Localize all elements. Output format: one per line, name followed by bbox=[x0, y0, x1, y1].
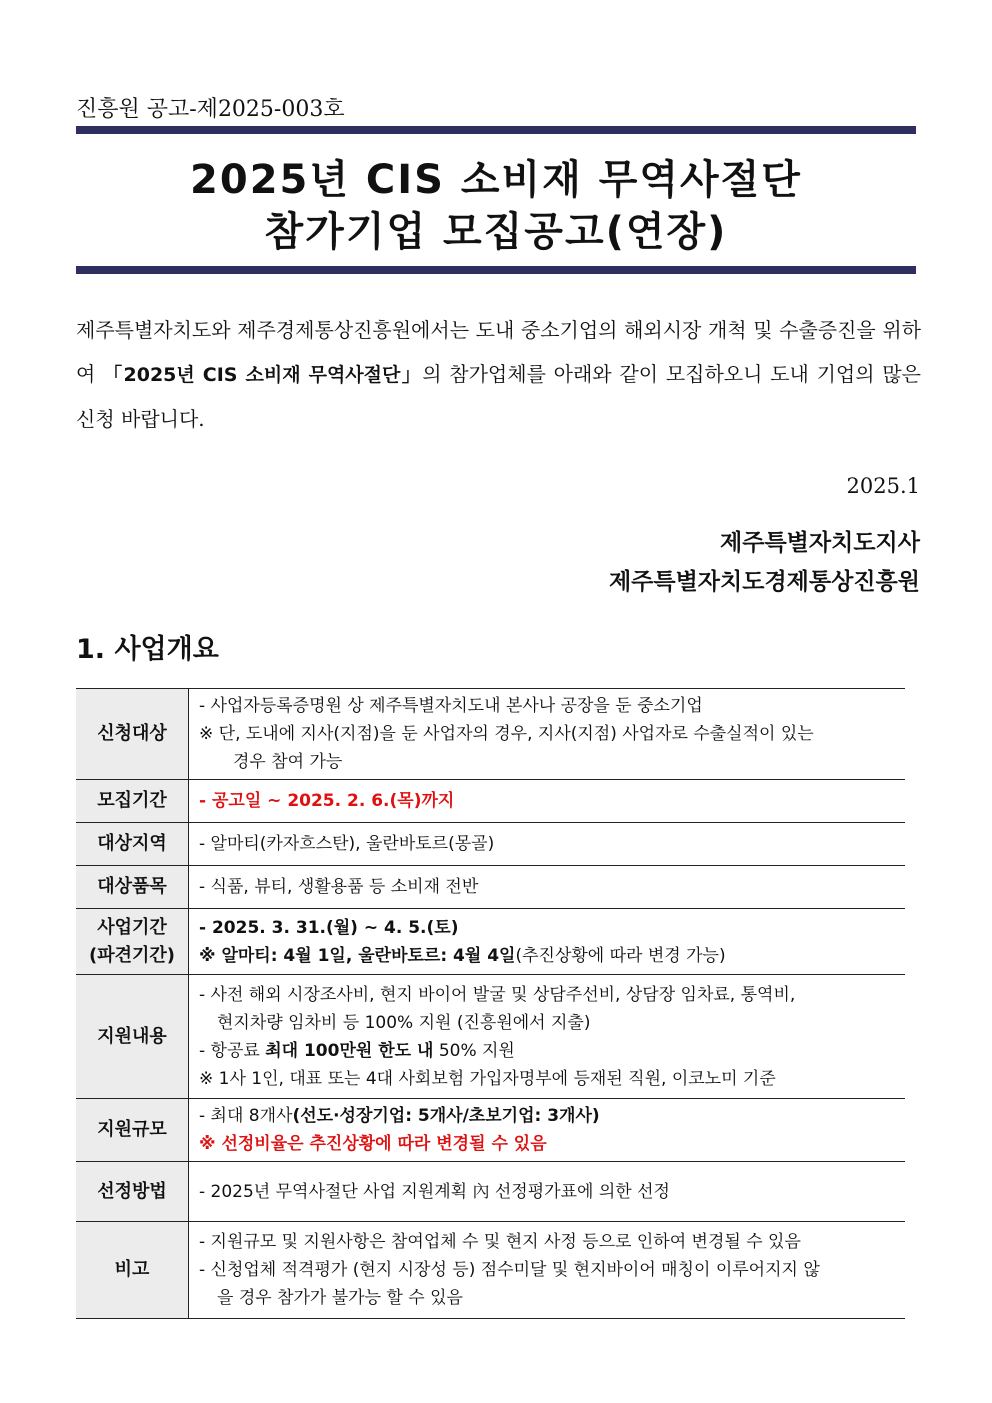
table-row-period bbox=[76, 780, 905, 823]
notice-number: 진흥원 공고-제2025-003호 bbox=[76, 97, 345, 122]
title-line-2: 참가기업 모집공고(연장) bbox=[264, 209, 728, 255]
table-row-remarks bbox=[76, 1222, 905, 1319]
content-region bbox=[189, 823, 906, 866]
table-row-selection bbox=[76, 1162, 905, 1222]
eligibility-line-2: ※ 단, 도내에 지사(지점)을 둔 사업자의 경우, 지사(지점) 사업자로 수출실적이 있는 bbox=[199, 724, 814, 744]
dispatch-dates: ※ 알마티: 4월 1일, 울란바토르: 4월 4일 bbox=[199, 945, 516, 966]
content-remarks bbox=[189, 1222, 906, 1319]
intro-text-2: 의 참가업체를 아래와 같이 모집하오니 도내 기업의 많은 신청 바랍니다. bbox=[76, 362, 921, 431]
support-line-1: - 사전 해외 시장조사비, 현지 바이어 발굴 및 상담주선비, 상담장 임차료, 통역비, bbox=[199, 984, 796, 1005]
notice-date: 2025.1 bbox=[846, 474, 920, 498]
support-airfare-limit: 최대 100만원 한도 내 bbox=[265, 1040, 434, 1061]
support-line-4: ※ 1사 1인, 대표 또는 4대 사회보험 가입자명부에 등재된 직원, 이코노미 기준 bbox=[199, 1068, 776, 1089]
dispatch-line-1: - 2025. 3. 31.(월) ~ 4. 5.(토) bbox=[199, 917, 459, 938]
support-line-2: 현지차량 임차비 등 100% 지원 (진흥원에서 지출) bbox=[217, 1012, 591, 1033]
label-dispatch bbox=[76, 909, 189, 975]
remarks-line-3: 을 경우 참가가 불가능 할 수 있음 bbox=[217, 1288, 463, 1308]
label-period: 모집기간 bbox=[76, 780, 189, 823]
label-remarks: 비고 bbox=[76, 1222, 189, 1319]
label-selection: 선정방법 bbox=[76, 1162, 189, 1222]
support-airfare: - 항공료 bbox=[199, 1040, 266, 1061]
remarks-line-1: - 지원규모 및 지원사항은 참여업체 수 및 현지 사정 등으로 인하여 변경될 수 있음 bbox=[199, 1232, 801, 1252]
label-support: 지원내용 bbox=[76, 975, 189, 1099]
intro-paragraph bbox=[76, 308, 921, 441]
eligibility-line-3: 경우 참여 가능 bbox=[233, 752, 343, 772]
section-title: 1. 사업개요 bbox=[76, 634, 219, 665]
content-products bbox=[189, 866, 906, 909]
table-row-eligibility bbox=[76, 689, 905, 780]
region-value: - 알마티(카자흐스탄), 울란바토르(몽골) bbox=[199, 834, 495, 854]
scale-max: - 최대 8개사 bbox=[199, 1106, 293, 1126]
label-scale: 지원규모 bbox=[76, 1099, 189, 1162]
support-line-3 bbox=[199, 1037, 895, 1065]
scale-breakdown: (선도·성장기업: 5개사/초보기업: 3개사) bbox=[292, 1106, 600, 1126]
support-airfare-rate: 50% 지원 bbox=[433, 1040, 515, 1061]
content-dispatch bbox=[189, 909, 906, 975]
content-support bbox=[189, 975, 906, 1099]
selection-value: - 2025년 무역사절단 사업 지원계획 內 선정평가표에 의한 선정 bbox=[199, 1181, 670, 1202]
products-value: - 식품, 뷰티, 생활용품 등 소비재 전반 bbox=[199, 877, 479, 897]
label-eligibility: 신청대상 bbox=[76, 689, 189, 780]
content-scale bbox=[189, 1099, 906, 1162]
label-dispatch-1: 사업기간 bbox=[97, 916, 167, 938]
table-row-dispatch bbox=[76, 909, 905, 975]
scale-line-1 bbox=[199, 1102, 895, 1130]
content-period bbox=[189, 780, 906, 823]
period-value: - 공고일 ~ 2025. 2. 6.(목)까지 bbox=[199, 791, 455, 811]
issuer-governor: 제주특별자치도지사 bbox=[720, 529, 920, 556]
label-products: 대상품목 bbox=[76, 866, 189, 909]
table-row-products bbox=[76, 866, 905, 909]
dispatch-line-2 bbox=[199, 942, 895, 970]
eligibility-line-1: - 사업자등록증명원 상 제주특별자치도내 본사나 공장을 둔 중소기업 bbox=[199, 696, 703, 716]
overview-table bbox=[76, 688, 905, 1319]
dispatch-note: (추진상황에 따라 변경 가능) bbox=[515, 945, 726, 966]
title-bottom-rule bbox=[76, 266, 916, 274]
intro-emphasis: 「2025년 CIS 소비재 무역사절단」 bbox=[103, 364, 423, 386]
title-top-rule bbox=[76, 126, 916, 134]
table-row-support bbox=[76, 975, 905, 1099]
label-region: 대상지역 bbox=[76, 823, 189, 866]
label-dispatch-2: (파견기간) bbox=[88, 944, 175, 966]
content-eligibility bbox=[189, 689, 906, 780]
content-selection bbox=[189, 1162, 906, 1222]
issuer-agency: 제주특별자치도경제통상진흥원 bbox=[608, 568, 920, 595]
scale-line-2: ※ 선정비율은 추진상황에 따라 변경될 수 있음 bbox=[199, 1134, 547, 1154]
remarks-line-2: - 신청업체 적격평가 (현지 시장성 등) 점수미달 및 현지바이어 매칭이 이루어지지 않 bbox=[199, 1260, 820, 1280]
title-line-1: 2025년 CIS 소비재 무역사절단 bbox=[190, 157, 802, 203]
table-row-region bbox=[76, 823, 905, 866]
table-row-scale bbox=[76, 1099, 905, 1162]
intro-text-1: 제주특별자치도와 제주경제통상진흥원에서는 도내 중소기업의 해외시장 개척 및 수출증진을 위하여 bbox=[76, 318, 921, 386]
